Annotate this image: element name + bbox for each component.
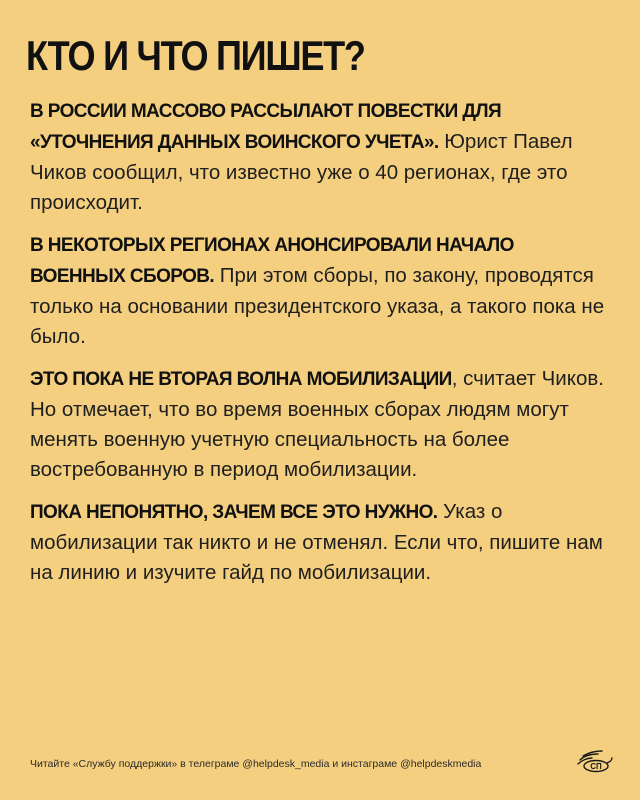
- paragraph-4-text: Указ о мобилизации так никто и не отменял. Если что, пишите нам на линию и изучите гайд по мобилизации.: [30, 500, 603, 584]
- paragraph-2-text: При этом сборы, по закону, проводятся только на основании президентского указа, а такого пока не было.: [30, 264, 605, 348]
- paragraph-3-lead: ЭТО ПОКА НЕ ВТОРАЯ ВОЛНА МОБИЛИЗАЦИИ: [30, 369, 452, 390]
- page-title: КТО И ЧТО ПИШЕТ?: [26, 32, 365, 79]
- paragraph-4: [30, 497, 612, 588]
- paragraph-3: [30, 364, 612, 485]
- paragraph-2-lead: В НЕКОТОРЫХ РЕГИОНАХ АНОНСИРОВАЛИ НАЧАЛО ВОЕННЫХ СБОРОВ.: [30, 235, 514, 287]
- paragraph-2: [30, 230, 612, 352]
- paragraph-1-lead: В РОССИИ МАССОВО РАССЫЛАЮТ ПОВЕСТКИ ДЛЯ «УТОЧНЕНИЯ ДАННЫХ ВОИНСКОГО УЧЕТА».: [30, 101, 502, 153]
- footer-caption: Читайте «Службу поддержки» в телеграме @helpdesk_media и инстаграме @helpdeskmedia: [30, 758, 482, 770]
- paragraph-1: [30, 96, 612, 218]
- helpdesk-hand-logo-icon: [574, 748, 614, 774]
- paragraph-1-text: Юрист Павел Чиков сообщил, что известно уже о 40 регионах, где это происходит.: [30, 130, 573, 214]
- article-body: [30, 96, 612, 600]
- paragraph-4-lead: ПОКА НЕПОНЯТНО, ЗАЧЕМ ВСЕ ЭТО НУЖНО.: [30, 502, 438, 523]
- paragraph-3-text: , считает Чиков. Но отмечает, что во время военных сборах людям могут менять военную учетную специальность на более востребованную в период мобилизации.: [30, 367, 604, 481]
- logo-text: СП: [590, 762, 602, 771]
